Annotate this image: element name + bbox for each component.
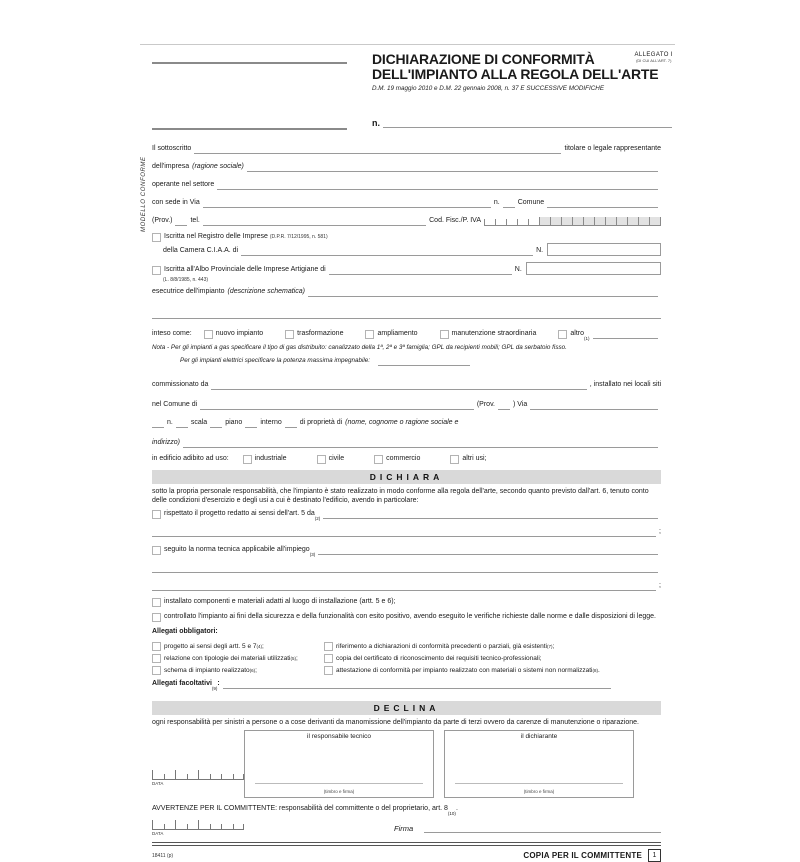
attachment-r1-label: riferimento a dichiarazioni di conformità precedenti o parziali, già esistenti: [336, 643, 547, 650]
executor-hint: (descrizione schematica): [227, 288, 305, 295]
warning-text: AVVERTENZE PER IL COMMITTENTE: responsabilità del committente o del proprietario, art. 8: [152, 805, 448, 812]
option-manutenzione: manutenzione straordinaria: [451, 330, 537, 337]
prov-input-line[interactable]: [175, 216, 187, 226]
declare-item4-row: [152, 612, 661, 622]
attachment-item: schema di impianto realizzato (6) ;: [152, 666, 324, 675]
declare-item1-row2: [152, 527, 661, 537]
checkbox-trasformazione[interactable]: [285, 330, 294, 339]
company-stamp-line-top: [152, 62, 347, 64]
declare-item4-label: controllato l'impianto ai fini della sicurezza e della funzionalità con esito positivo, avendo eseguito le verifiche richieste dalle norme e dalle disposizioni di legge.: [164, 613, 657, 620]
attachment-r3-punct: .: [598, 667, 600, 674]
declare-item1-label: rispettato il progetto redatto ai sensi dell'art. 5 da: [164, 510, 315, 517]
install-comune-input-line[interactable]: [200, 400, 474, 410]
date-field-bottom: [152, 820, 244, 836]
company-input-line[interactable]: [247, 162, 658, 172]
signature-area: [152, 730, 661, 800]
date-label-bottom: DATA: [152, 831, 164, 836]
commissioned-row: [152, 380, 661, 390]
install-via-input-line[interactable]: [530, 400, 658, 410]
property-hint2: indirizzo): [152, 439, 181, 446]
warning-row: AVVERTENZE PER IL COMMITTENTE: responsabilità del committente o del proprietario, art. 8 (10) .: [152, 805, 458, 816]
street-no-label: n.: [493, 199, 500, 206]
attachment-item: [324, 654, 661, 663]
register1-law-ref: (D.P.R. 7/12/1995, n. 581): [269, 234, 328, 240]
mandatory-attachments-header: [152, 627, 661, 637]
tel-label: tel.: [190, 217, 200, 224]
option-civile: civile: [328, 455, 345, 462]
declare-item2-row3: [152, 581, 661, 591]
attachment-r3-checkbox[interactable]: [324, 666, 333, 675]
register2-row: [152, 262, 661, 275]
attachment-r1-punct: ;: [552, 643, 555, 650]
street-input-line[interactable]: [203, 198, 491, 208]
sector-label: operante nel settore: [152, 181, 215, 188]
declare-item2-input-line3[interactable]: [152, 581, 656, 591]
attachment-l2-label: relazione con tipologie dei materiali utilizzati: [164, 655, 291, 662]
date-label: DATA: [152, 781, 164, 786]
checkbox-manutenzione[interactable]: [440, 330, 449, 339]
register2-number-box[interactable]: [526, 262, 661, 275]
install-comune-row: [152, 400, 661, 410]
checkbox-industriale[interactable]: [243, 455, 252, 464]
checkbox-altro[interactable]: [558, 330, 567, 339]
option-nuovo-impianto: nuovo impianto: [215, 330, 264, 337]
prov-tel-fiscal-row: [152, 216, 661, 226]
declare-item2-row: seguito la norma tecnica applicabile all'impiego (3): [152, 545, 661, 555]
copy-label: COPIA PER IL COMMITTENTE: [523, 851, 642, 860]
scala-label: scala: [190, 419, 208, 426]
declare-item3-checkbox[interactable]: [152, 598, 161, 607]
date-field-left: [152, 770, 244, 786]
vertical-edge-label: MODELLO CONFORME: [141, 156, 147, 232]
checkbox-civile[interactable]: [317, 455, 326, 464]
comune-input-line[interactable]: [547, 198, 658, 208]
install-detail-row: [152, 418, 661, 428]
register2-ref-row: [163, 275, 661, 285]
piano-input-line[interactable]: [245, 418, 257, 428]
register1-n-label: N.: [536, 247, 544, 254]
civic-no-input-line[interactable]: [176, 418, 188, 428]
option-altri-usi: altri usi;: [462, 455, 487, 462]
company-label: dell'impresa: [152, 163, 190, 170]
option-altro: altro: [570, 330, 584, 337]
attachment-r1-checkbox[interactable]: [324, 642, 333, 651]
attachment-l3-label: schema di impianto realizzato: [164, 667, 250, 674]
declare-item1-input-line2[interactable]: [152, 527, 656, 537]
intended-label: inteso come:: [152, 330, 192, 337]
attachments-left-column: [152, 639, 324, 675]
attachments-right-column: [324, 639, 661, 675]
page-subtitle: D.M. 19 maggio 2010 e D.M. 22 gennaio 2008, n. 37 E SUCCESSIVE MODIFICHE: [372, 85, 605, 92]
dichiara-section-header: DICHIARA: [152, 470, 661, 484]
firma-label: Firma: [394, 824, 414, 833]
register1-row2: [163, 243, 661, 256]
usage-label: in edificio adibito ad uso:: [152, 455, 229, 462]
attachment-item: riferimento a dichiarazioni di conformità precedenti o parziali, già esistenti (7) ;: [324, 642, 661, 651]
interno-label: interno: [260, 419, 282, 426]
civic-no-label: n.: [167, 419, 173, 426]
form-sheet: [140, 40, 675, 860]
header: [372, 52, 675, 92]
register2-checkbox[interactable]: [152, 266, 161, 275]
declare-item1-input-line[interactable]: [323, 509, 658, 519]
attachment-item: progetto ai sensi degli artt. 5 e 7 (4) ;: [152, 642, 324, 651]
install-prov-input-line[interactable]: [498, 400, 510, 410]
comune-label: Comune: [517, 199, 545, 206]
attachment-l1-punct: ;: [262, 643, 264, 650]
declaration-number-row: [372, 118, 675, 128]
property-address-row: [152, 438, 661, 448]
number-label: n.: [372, 118, 380, 128]
piano-label: piano: [225, 419, 243, 426]
street-label: con sede in Via: [152, 199, 200, 206]
subscriber-input-line[interactable]: [194, 144, 561, 154]
option-ampliamento: ampliamento: [377, 330, 418, 337]
checkbox-altri-usi[interactable]: [450, 455, 459, 464]
attachment-l2-punct: ;: [295, 655, 298, 662]
fiscal-code-comb-field[interactable]: [484, 217, 661, 226]
declina-section-header: DECLINA: [152, 701, 661, 715]
checkbox-commercio[interactable]: [374, 455, 383, 464]
optional-attachments-input-line[interactable]: [223, 679, 611, 689]
attachment-l1-label: progetto ai sensi degli artt. 5 e 7: [164, 643, 257, 650]
subscriber-label: Il sottoscritto: [152, 145, 192, 152]
street-no-input-line[interactable]: [503, 198, 515, 208]
property-input-line[interactable]: [183, 438, 658, 448]
executor-label: esecutrice dell'impianto: [152, 288, 225, 295]
number-input-line[interactable]: [383, 118, 672, 128]
checkbox-nuovo-impianto[interactable]: [204, 330, 213, 339]
date-comb-field[interactable]: [152, 770, 244, 780]
footer-row: [152, 849, 661, 862]
technical-manager-signature-box[interactable]: [244, 730, 434, 798]
commissioned-input-line[interactable]: [211, 380, 586, 390]
optional-attachments-row: Allegati facoltativi (9) :: [152, 679, 661, 689]
executor-extra-row: [152, 309, 661, 319]
subscriber-suffix: titolare o legale rappresentante: [564, 145, 661, 152]
attachment-r2-checkbox[interactable]: [324, 654, 333, 663]
commissioned-suffix: , installato nei locali siti: [589, 381, 661, 388]
address-row: [152, 198, 661, 208]
firma-input-line[interactable]: [424, 823, 661, 833]
copy-number-box: 1: [648, 849, 661, 862]
attachment-item: relazione con tipologie dei materiali utilizzati (5) ;: [152, 654, 324, 663]
declare-item1-row: rispettato il progetto redatto ai sensi dell'art. 5 da (2): [152, 509, 661, 519]
register1-input-line[interactable]: [241, 246, 533, 256]
register2-input-line[interactable]: [329, 265, 512, 275]
declarant-signature-line: [455, 783, 623, 784]
executor-row: [152, 287, 661, 297]
attachment-l3-checkbox[interactable]: [152, 666, 161, 675]
date-comb-field-bottom[interactable]: [152, 820, 244, 830]
form-code: 18411 (p): [152, 852, 174, 859]
sector-input-line[interactable]: [217, 180, 658, 190]
intended-row: inteso come: nuovo impianto trasformazione ampliamento manutenzione straordinaria altro (1): [152, 329, 661, 339]
stamp-and-signature-caption: (timbro e firma): [323, 789, 355, 794]
attachment-l2-checkbox[interactable]: [152, 654, 161, 663]
option-commercio: commercio: [386, 455, 421, 462]
stamp-and-signature-caption: (timbro e firma): [523, 789, 555, 794]
gas-note-text: Nota - Per gli impianti a gas specificare il tipo di gas distribuito: canalizzato della 1ª, 2ª e 3ª famiglia; GPL da recipienti mobili; GPL da serbatoio fisso.: [152, 344, 567, 351]
technical-manager-signature-line: [255, 783, 423, 784]
firma-row: [152, 818, 661, 840]
page-title-line2: DELL'IMPIANTO ALLA REGOLA DELL'ARTE: [372, 66, 659, 82]
attachment-l1-checkbox[interactable]: [152, 642, 161, 651]
property-hint: (nome, cognome o ragione sociale e: [345, 419, 459, 426]
optional-attachments-label: Allegati facoltativi: [152, 680, 212, 687]
tel-input-line[interactable]: [203, 216, 426, 226]
register1-checkbox[interactable]: [152, 233, 161, 242]
install-prov-label: (Prov.: [476, 401, 495, 408]
executor-input-line2[interactable]: [152, 309, 661, 319]
company-stamp-line-bottom: [152, 128, 347, 130]
footer-double-rule: [152, 842, 661, 846]
declare-item4-checkbox[interactable]: [152, 613, 161, 622]
company-hint: (ragione sociale): [192, 163, 244, 170]
optional-attachments-colon: :: [217, 680, 220, 687]
declare-item3-row: [152, 597, 661, 607]
register2-law-ref: (L. 8/8/1985, n. 443): [163, 277, 209, 283]
option-trasformazione: trasformazione: [297, 330, 344, 337]
attachments-grid: [152, 639, 661, 675]
warning-punct: .: [455, 805, 458, 812]
interno-input-line[interactable]: [285, 418, 297, 428]
power-input-line[interactable]: [378, 356, 470, 366]
declarant-title: il dichiarante: [520, 733, 558, 740]
building-usage-row: [152, 454, 661, 464]
attachment-r2-label: copia del certificato di riconoscimento dei requisiti tecnico-professionali;: [336, 655, 542, 662]
declare-item2-label: seguito la norma tecnica applicabile all'impiego: [164, 546, 310, 553]
gas-note-row: [152, 343, 661, 353]
declare-item1-end: ;: [659, 528, 661, 535]
declare-item2-end: ;: [659, 582, 661, 589]
technical-manager-title: il responsabile tecnico: [307, 733, 371, 740]
power-note-row: [180, 356, 661, 366]
subscriber-row: [152, 144, 661, 154]
mandatory-attachments-label: Allegati obbligatori:: [152, 628, 218, 635]
attachment-r3-label: attestazione di conformità per impianto realizzato con materiali o sistemi non normalizzati: [336, 667, 593, 674]
annex-title: ALLEGATO I: [634, 52, 673, 58]
attachment-item: attestazione di conformità per impianto realizzato con materiali o sistemi non normalizzati (8) .: [324, 666, 661, 675]
install-comune-label: nel Comune di: [152, 401, 198, 408]
install-via-label: ) Via: [513, 401, 528, 408]
prov-label: (Prov.): [152, 217, 173, 224]
register1-row: [152, 232, 661, 242]
install-via-input-line2[interactable]: [152, 418, 164, 428]
register2-n-label: N.: [514, 266, 522, 273]
altro-input-line[interactable]: [593, 329, 659, 339]
register1-chamber-label: della Camera C.I.A.A. di: [163, 247, 239, 254]
register1-number-box[interactable]: [547, 243, 661, 256]
dichiara-intro: sotto la propria personale responsabilità, che l'impianto è stato realizzato in modo conforme alla regola dell'arte, secondo quanto previsto dall'art. 6, tenuto conto delle condizioni d'esercizio e degli usi a cui è destinato l'edificio, avendo in particolare:: [152, 488, 649, 504]
register2-label: Iscritta all'Albo Provinciale delle Imprese Artigiane di: [164, 266, 326, 273]
executor-input-line[interactable]: [308, 287, 658, 297]
page-title-line1: DICHIARAZIONE DI CONFORMITÀ: [372, 51, 595, 67]
property-label: di proprietà di: [299, 419, 343, 426]
copy-designation: [523, 849, 661, 862]
declare-item2-input-line2[interactable]: [152, 563, 658, 573]
perforation-line: [140, 44, 675, 45]
declina-text: ogni responsabilità per sinistri a persone o a cose derivanti da manomissione dell'impianto da parte di terzi ovvero da carenze di manutenzione o riparazione.: [152, 719, 639, 726]
checkbox-ampliamento[interactable]: [365, 330, 374, 339]
declare-item2-row2: [152, 563, 661, 573]
attachment-l3-punct: ;: [255, 667, 257, 674]
declare-item2-input-line[interactable]: [318, 545, 658, 555]
declare-item1-checkbox[interactable]: [152, 510, 161, 519]
declare-item3-label: installato componenti e materiali adatti al luogo di installazione (artt. 5 e 6);: [164, 598, 396, 605]
annex-reference: [635, 52, 673, 63]
power-note-text: Per gli impianti elettrici specificare la potenza massima impegnabile:: [180, 357, 371, 364]
company-row: [152, 162, 661, 172]
commissioned-label: commissionato da: [152, 381, 209, 388]
scala-input-line[interactable]: [210, 418, 222, 428]
annex-subtitle: (DI CUI ALL'ART. 7): [636, 57, 672, 63]
fiscal-code-label: Cod. Fisc./P. IVA: [429, 217, 481, 224]
declarant-signature-box[interactable]: [444, 730, 634, 798]
option-industriale: industriale: [254, 455, 287, 462]
sector-row: [152, 180, 661, 190]
register1-label: Iscritta nel Registro delle Imprese: [164, 233, 268, 240]
declare-item2-checkbox[interactable]: [152, 546, 161, 555]
